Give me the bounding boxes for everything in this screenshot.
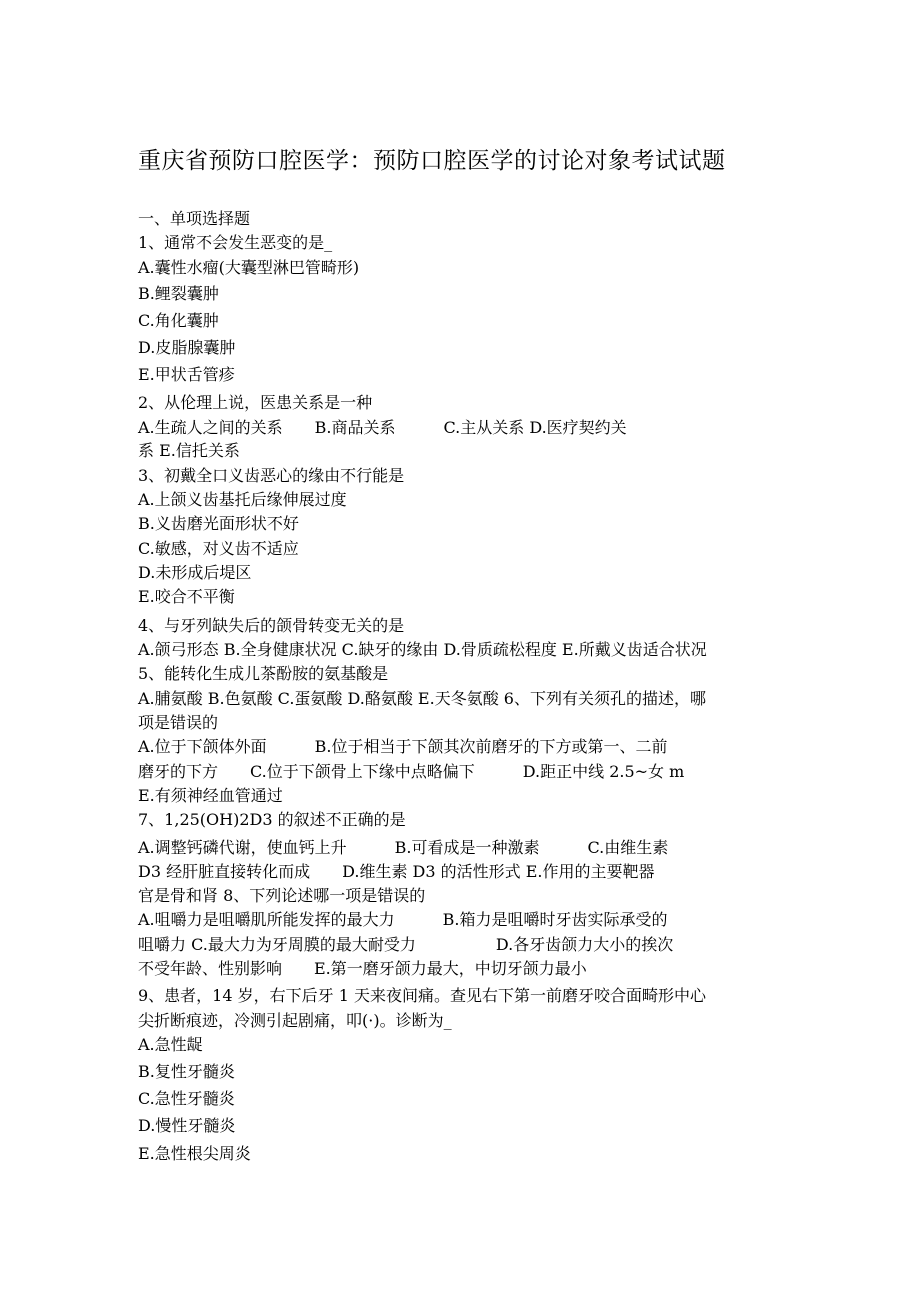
question-4-stem: 4、与牙列缺失后的颌骨转变无关的是 (138, 616, 405, 635)
question-2-stem: 2、从伦理上说，医患关系是一种 (138, 393, 373, 412)
question-8-options: A.咀嚼力是咀嚼肌所能发挥的最大力 B.箱力是咀嚼时牙齿实际承受的 (138, 910, 668, 929)
question-1-stem: 1、通常不会发生恶变的是_ (138, 233, 333, 252)
question-3-stem: 3、初戴全口义齿恶心的缘由不行能是 (138, 466, 405, 485)
question-8-options-cont-2: 不受年龄、性别影响 E.第一磨牙颌力最大，中切牙颌力最小 (138, 959, 587, 978)
question-6-options-cont: 磨牙的下方 C.位于下颌骨上下缘中点略偏下 D.距正中线 2.5~女 m (138, 762, 685, 781)
question-8-stem: 官是骨和肾 8、下列论述哪一项是错误的 (138, 886, 426, 905)
question-4-options: A.颌弓形态 B.全身健康状况 C.缺牙的缘由 D.骨质疏松程度 E.所戴义齿适合状况 (138, 640, 707, 659)
document-title: 重庆省预防口腔医学：预防口腔医学的讨论对象考试试题 (138, 148, 726, 174)
question-1-option-c: C.角化囊肿 (138, 311, 219, 330)
question-5-stem: 5、能转化生成儿茶酚胺的氨基酸是 (138, 664, 389, 683)
question-5-options: A.脯氨酸 B.色氨酸 C.蛋氨酸 D.酪氨酸 E.天冬氨酸 6、下列有关须孔的描述，哪 (138, 689, 706, 708)
question-6-option-e: E.有须神经血管通过 (138, 786, 283, 805)
question-9-stem: 9、患者，14 岁，右下后牙 1 天来夜间痛。查见右下第一前磨牙咬合面畸形中心 (138, 986, 706, 1005)
question-3-option-a: A.上颌义齿基托后缘伸展过度 (138, 490, 347, 509)
question-2-options-cont: 系 E.信托关系 (138, 441, 240, 460)
question-7-stem: 7、1,25(OH)2D3 的叙述不正确的是 (138, 810, 406, 829)
question-1-option-d: D.皮脂腺囊肿 (138, 338, 236, 357)
question-8-options-cont: 咀嚼力 C.最大力为牙周膜的最大耐受力 D.各牙齿颌力大小的挨次 (138, 935, 674, 954)
question-3-option-e: E.咬合不平衡 (138, 587, 235, 606)
question-6-stem-cont: 项是错误的 (138, 713, 219, 732)
question-2-options: A.生疏人之间的关系 B.商品关系 C.主从关系 D.医疗契约关 (138, 418, 627, 437)
question-1-option-b: B.鲤裂囊肿 (138, 284, 219, 303)
question-3-option-b: B.义齿磨光面形状不好 (138, 514, 299, 533)
question-9-option-e: E.急性根尖周炎 (138, 1144, 251, 1163)
question-7-options: A.调整钙磷代谢，使血钙上升 B.可看成是一种激素 C.由维生素 (138, 838, 669, 857)
question-3-option-d: D.未形成后堤区 (138, 563, 252, 582)
question-3-option-c: C.敏感，对义齿不适应 (138, 539, 299, 558)
question-9-option-d: D.慢性牙髓炎 (138, 1116, 236, 1135)
question-6-options: A.位于下颌体外面 B.位于相当于下颌其次前磨牙的下方或第一、二前 (138, 737, 668, 756)
question-1-option-e: E.甲状舌管疹 (138, 365, 235, 384)
question-9-option-a: A.急性龊 (138, 1035, 203, 1054)
question-9-option-b: B.复性牙髓炎 (138, 1062, 235, 1081)
section-heading: 一、单项选择题 (138, 209, 251, 228)
question-9-stem-cont: 尖折断痕迹，冷测引起剧痛，叩(·)。诊断为_ (138, 1011, 452, 1030)
question-7-options-cont: D3 经肝脏直接转化而成 D.维生素 D3 的活性形式 E.作用的主要靶器 (138, 862, 655, 881)
question-9-option-c: C.急性牙髓炎 (138, 1089, 235, 1108)
question-1-option-a: A.囊性水瘤(大囊型淋巴管畸形) (138, 258, 360, 277)
